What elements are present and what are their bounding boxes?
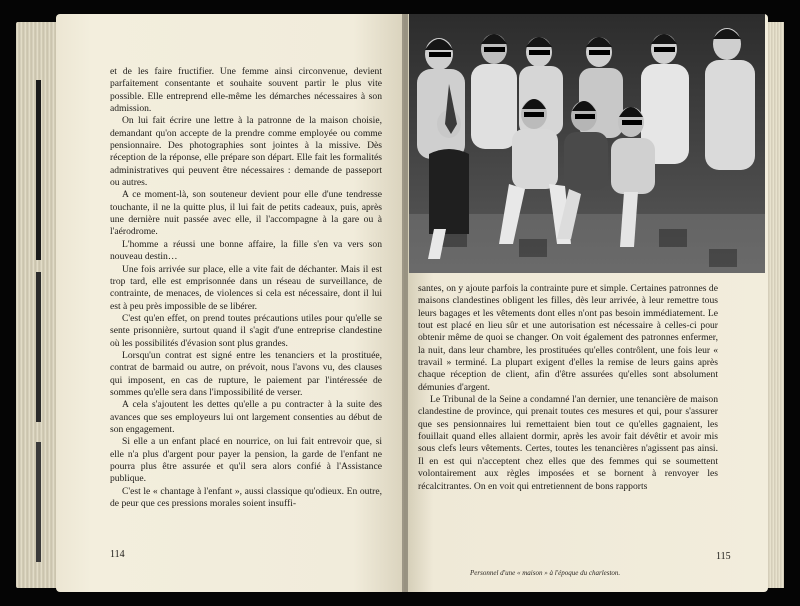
book-gutter [402,14,408,592]
page-number-right: 115 [716,551,731,562]
paragraph: C'est le « chantage à l'enfant », aussi classique qu'odieux. En outre, de peur que ces pressions morales soient insuffi- [110,485,382,510]
left-page-body [110,66,382,510]
group-photo-image [409,14,765,273]
historical-photograph [409,14,765,273]
paragraph: Le Tribunal de la Seine a condamné l'an dernier, une tenancière de maison clandestine de province, qui prenait toutes ces mesures et qui, pour s'assurer que ses pensionnaires lui remettaient bien tout ce qu'elles gagnaient, les fouillait quand elles allaient dormir, après les avoir fait dévêtir et avoir mis sous clefs leurs vêtements. Certes, toutes les tenancières n'agissent pas ainsi. Il en est qui n'acceptent chez elles que des femmes qui se soumettent volontairement aux règles imposées et se bornent à renvoyer les récalcitrantes. On en voit qui entretiennent de bons rapports [418,394,718,492]
paragraph: A cela s'ajoutent les dettes qu'elle a pu contracter à la suite des avances que ses employeurs lui ont largement consenties au début de son engagement. [110,399,382,435]
right-page-body [418,283,718,493]
paragraph: L'homme a réussi une bonne affaire, la fille s'en va vers son nouveau destin… [110,238,382,263]
paragraph: Une fois arrivée sur place, elle a vite fait de déchanter. Mais il est trop tard, elle est emprisonnée dans un réseau de surveillance, de contrainte, de menaces, de violences si cela est nécessaire, dont il lui est à peu près impossible de se libérer. [110,263,382,312]
paragraph: Si elle a un enfant placé en nourrice, on lui fait entrevoir que, si elle n'a plus d'argent pour payer la pension, la garde de l'enfant ne pourra plus être assurée et qu'il sera alors confié à l'Assistance publique. [110,436,382,485]
paragraph: On lui fait écrire une lettre à la patronne de la maison choisie, demandant qu'on accepte de la prendre comme employée ou comme pensionnaire. Des photographies sont jointes à la missive. Dès réception de la réponse, elle prépare son départ. Elle fait les formalités administratives qui peuvent être nécessaires : demande de passeport ou autres. [110,115,382,189]
paragraph: et de les faire fructifier. Une femme ainsi circonvenue, devient parfaitement consentante et souhaite souvent partir le plus vite possible. Elle entreprend elle-même les démarches nécessaires à son admission. [110,66,382,115]
page-edges-right [766,22,784,588]
photo-caption: Personnel d'une « maison » à l'époque du charleston. [470,569,621,577]
paragraph: Lorsqu'un contrat est signé entre les tenanciers et la prostituée, contrat de barmaid ou autre, on prévoit, nous l'avons vu, des clauses qui imposent, en cas de rupture, le paiement par l'intéressée de sommes qu'elle sera dans l'impossibilité de verser. [110,349,382,398]
paragraph: C'est qu'en effet, on prend toutes précautions utiles pour qu'elle se sente prisonnière, surtout quand il s'agit d'une entreprise clandestine où les possibilités d'évasion sont plus grandes. [110,312,382,349]
page-number-left: 114 [110,549,125,560]
paragraph: santes, on y ajoute parfois la contrainte pure et simple. Certaines patronnes de maisons clandestines obligent les filles, dès leur arrivée, à leur remettre tous leurs bagages et les vêtements dont elles n'ont pas besoin immédiatement. Le tout est placé en lieu sûr et une autorisation est nécessaire à celles-ci pour obtenir même de quoi se changer. On voit également des patronnes enfermer, la nuit, dans leur chambre, les prostituées qu'elles contrôlent, une fois leur « travail » terminé. La plupart exigent d'elles la remise de leurs gains après chaque réception de client, afin d'être assurées qu'elles sont absolument démunies d'argent. [418,283,718,393]
paragraph: A ce moment-là, son souteneur devient pour elle d'une tendresse touchante, il ne la quitte plus, il lui fait de petits cadeaux, puis, après une dernière nuit passée avec elle, il l'accompagne à la gare ou à l'aérodrome. [110,189,382,238]
